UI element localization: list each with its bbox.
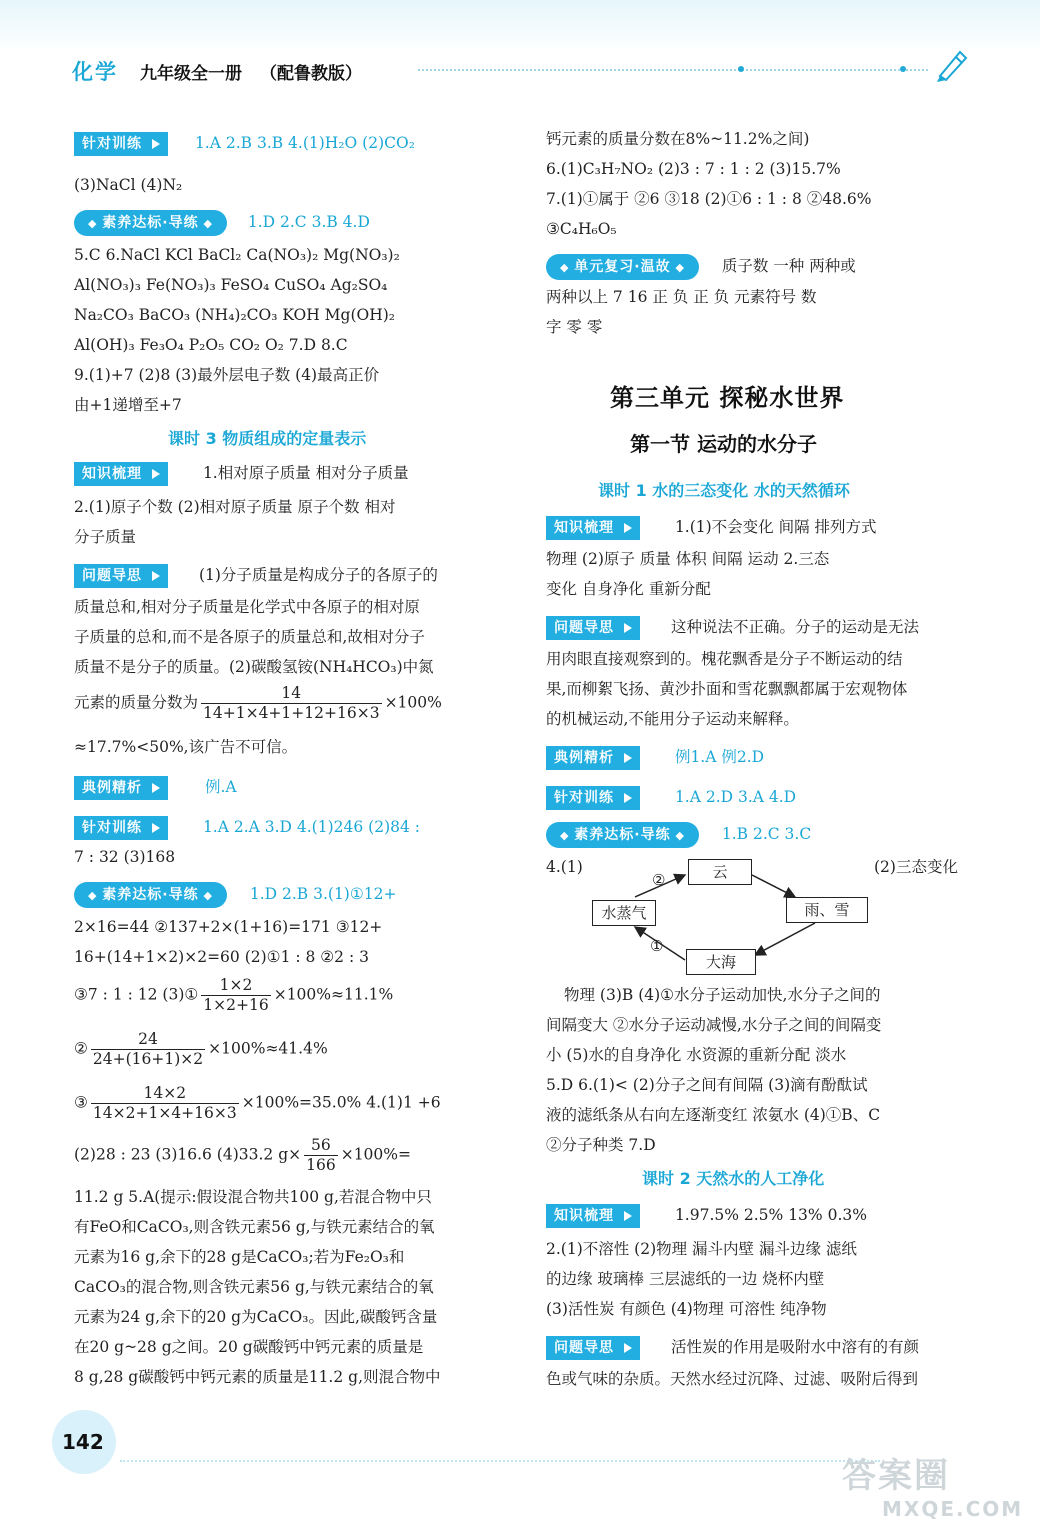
lesson-1-title: 课时 1 水的三态变化 水的天然循环 <box>598 481 850 500</box>
answer-line: 质量总和,相对分子质量是化学式中各原子的相对原 <box>74 598 420 616</box>
answer-line: ②分子种类 7.D <box>546 1136 656 1154</box>
answer-line: 物理 (2)原子 质量 体积 间隔 运动 2.三态 <box>546 550 830 568</box>
answer-line: 元素为16 g,余下的28 g是CaCO₃;若为Fe₂O₃和 <box>74 1248 405 1266</box>
tag-question: 问题导思 <box>546 1336 640 1360</box>
answer-line: 液的滤纸条从右向左逐渐变红 浓氨水 (4)①B、C <box>546 1106 881 1124</box>
answer-line: 果,而柳絮飞扬、黄沙扑面和雪花飘飘都属于宏观物体 <box>546 680 908 698</box>
tag-example: 典例精析 <box>74 776 168 800</box>
tag-question: 问题导思 <box>546 616 640 640</box>
answer-line: (3)活性炭 有颜色 (4)物理 可溶性 纯净物 <box>546 1300 827 1318</box>
tag-literacy: ◆ 素养达标·导练 ◆ <box>74 210 227 236</box>
fraction: $\frac{56}{166}$ <box>306 1136 336 1174</box>
answer-line: 两种以上 7 16 正 负 正 负 元素符号 数 <box>546 288 817 306</box>
formula-line: ③7 : 1 : 12 (3)① $\frac{1\times 2}{1\times 2+16}$ ×100%≈11.1% <box>74 976 394 1014</box>
footer-dotted-line <box>120 1460 880 1462</box>
answer-line: 小 (5)水的自身净化 水资源的重新分配 淡水 <box>546 1046 847 1064</box>
tag-review: ◆ 单元复习·温故 ◆ <box>546 254 699 280</box>
answer-line: 这种说法不正确。分子的运动是无法 <box>670 618 919 636</box>
knowledge-2 <box>546 516 877 540</box>
answer-line: 字 零 零 <box>546 318 603 336</box>
unit-title: 第三单元 探秘水世界 <box>610 384 845 412</box>
tag-knowledge: 知识梳理 <box>546 516 640 540</box>
answer-line: 7 : 32 (3)168 <box>74 848 176 866</box>
literacy-3 <box>546 822 811 848</box>
answer-line: 色或气味的杂质。天然水经过沉降、过滤、吸附后得到 <box>546 1370 919 1388</box>
section-title: 第一节 运动的水分子 <box>630 432 817 456</box>
cloud-box: 云 <box>688 859 752 885</box>
answer-line: 1.B 2.C 3.C <box>721 825 812 843</box>
step-2-label: ② <box>652 871 666 889</box>
answer-line: 例1.A 例2.D <box>674 748 765 766</box>
answer-line: (1)分子质量是构成分子的各原子的 <box>198 566 438 584</box>
question-3 <box>546 1336 919 1360</box>
tag-example: 典例精析 <box>546 746 640 770</box>
unit-review <box>546 254 856 280</box>
answer-line: 1.A 2.D 3.A 4.D <box>674 788 797 806</box>
targeted-training-3 <box>546 786 796 810</box>
answer-line: 变化 自身净化 重新分配 <box>546 580 711 598</box>
header-dotted-line <box>418 69 928 71</box>
answer-line: 物理 (3)B (4)①水分子运动加快,水分子之间的 <box>564 986 881 1004</box>
tag-knowledge: 知识梳理 <box>546 1204 640 1228</box>
answer-line: 在20 g~28 g之间。20 g碳酸钙中钙元素的质量是 <box>74 1338 424 1356</box>
header-dot <box>738 66 744 72</box>
answer-line: (2)三态变化 <box>874 858 958 876</box>
answer-line: 分子质量 <box>74 528 137 546</box>
tag-knowledge: 知识梳理 <box>74 462 168 486</box>
sea-box: 大海 <box>686 949 756 975</box>
top-band <box>0 0 1040 52</box>
answer-line: Al(OH)₃ Fe₃O₄ P₂O₅ CO₂ O₂ 7.D 8.C <box>74 336 348 354</box>
answer-line: 1.A 2.B 3.B 4.(1)H₂O (2)CO₂ <box>194 134 415 152</box>
tag-targeted: 针对训练 <box>546 786 640 810</box>
answer-line: 质子数 一种 两种或 <box>721 257 856 275</box>
answer-line: 4.(1) <box>546 858 583 876</box>
answer-line: ③C₄H₆O₅ <box>546 220 617 238</box>
targeted-training-1 <box>74 132 415 156</box>
page-number: 142 <box>62 1430 104 1454</box>
answer-line: 的机械运动,不能用分子运动来解释。 <box>546 710 799 728</box>
answer-line: 1.(1)不会变化 间隔 排列方式 <box>674 518 877 536</box>
answer-line: 用肉眼直接观察到的。槐花飘香是分子不断运动的结 <box>546 650 903 668</box>
example-1 <box>74 776 237 800</box>
vapor-box: 水蒸气 <box>592 900 656 926</box>
formula-line: ② $\frac{24}{24+(16+1)\times 2}$ ×100%≈41.4% <box>74 1030 328 1068</box>
page-header <box>72 56 362 86</box>
answer-line: 钙元素的质量分数在8%~11.2%之间) <box>546 130 810 148</box>
question-2 <box>546 616 919 640</box>
answer-line: 元素为24 g,余下的20 g为CaCO₃。因此,碳酸钙含量 <box>74 1308 438 1326</box>
answer-line: 2.(1)不溶性 (2)物理 漏斗内壁 漏斗边缘 滤纸 <box>546 1240 857 1258</box>
tag-literacy: ◆ 素养达标·导练 ◆ <box>546 822 699 848</box>
tag-question: 问题导思 <box>74 564 168 588</box>
answer-line: ≈17.7%<50%,该广告不可信。 <box>74 738 298 756</box>
grade-label: 九年级全一册 <box>140 63 242 84</box>
lesson-2-title: 课时 2 天然水的人工净化 <box>642 1169 825 1188</box>
rain-snow-box: 雨、雪 <box>786 897 868 923</box>
answer-line: 子质量的总和,而不是各原子的质量总和,故相对分子 <box>74 628 425 646</box>
answer-line: 2.(1)原子个数 (2)相对原子质量 原子个数 相对 <box>74 498 396 516</box>
answer-line: 5.C 6.NaCl KCl BaCl₂ Ca(NO₃)₂ Mg(NO₃)₂ <box>74 246 400 264</box>
answer-line: 1.97.5% 2.5% 13% 0.3% <box>674 1206 867 1224</box>
answer-line: 5.D 6.(1)< (2)分子之间有间隔 (3)滴有酚酞试 <box>546 1076 868 1094</box>
answer-line: 2×16=44 ②137+2×(1+16)=171 ③12+ <box>74 918 383 936</box>
fraction: $\frac{14\times 2}{14\times 2+1\times 4+16\times 3}$ <box>92 1084 237 1122</box>
step-1-label: ① <box>650 937 664 955</box>
answer-line: 7.(1)①属于 ②6 ③18 (2)①6 : 1 : 8 ②48.6% <box>546 190 872 208</box>
answer-line: 1.A 2.A 3.D 4.(1)246 (2)84 : <box>202 818 420 836</box>
question-1 <box>74 564 438 588</box>
answer-line: 8 g,28 g碳酸钙中钙元素的质量是11.2 g,则混合物中 <box>74 1368 441 1386</box>
literacy-2 <box>74 882 396 908</box>
knowledge-3 <box>546 1204 867 1228</box>
answer-line: 6.(1)C₃H₇NO₂ (2)3 : 7 : 1 : 2 (3)15.7% <box>546 160 841 178</box>
answer-line: 质量不是分子的质量。(2)碳酸氢铵(NH₄HCO₃)中氮 <box>74 658 434 676</box>
answer-line: 的边缘 玻璃棒 三层滤纸的一边 烧杯内壁 <box>546 1270 825 1288</box>
answer-line: 有FeO和CaCO₃,则含铁元素56 g,与铁元素结合的氧 <box>74 1218 435 1236</box>
answer-line: 活性炭的作用是吸附水中溶有的有颜 <box>670 1338 919 1356</box>
answer-line: 1.D 2.C 3.B 4.D <box>247 213 370 231</box>
subject-title: 化学 <box>72 60 118 84</box>
answer-line: CaCO₃的混合物,则含铁元素56 g,与铁元素结合的氧 <box>74 1278 434 1296</box>
edition-label: （配鲁教版） <box>260 63 362 84</box>
watermark-logo: 答案圈 MXQE.COM <box>842 1456 1024 1521</box>
answer-line: 例.A <box>204 778 237 796</box>
answer-line: 11.2 g 5.A(提示:假设混合物共100 g,若混合物中只 <box>74 1188 432 1206</box>
pen-icon <box>932 44 972 84</box>
targeted-training-2 <box>74 816 420 840</box>
answer-line: 由+1递增至+7 <box>74 396 182 414</box>
formula-line: ③ $\frac{14\times 2}{14\times 2+1\times 4+16\times 3}$ ×100%=35.0% 4.(1)1 +6 <box>74 1084 441 1122</box>
formula-line: (2)28 : 23 (3)16.6 (4)33.2 g× $\frac{56}{166}$ ×100%= <box>74 1136 411 1174</box>
header-dot <box>900 66 906 72</box>
fraction: $\frac{1\times 2}{1\times 2+16}$ <box>203 976 269 1014</box>
formula-line: 元素的质量分数为 $\frac{14}{14+1\times 4+1+12+16\times 3}$ ×100% <box>74 684 442 722</box>
answer-line: Na₂CO₃ BaCO₃ (NH₄)₂CO₃ KOH Mg(OH)₂ <box>74 306 396 324</box>
literacy-1 <box>74 210 370 236</box>
answer-line: 1.相对原子质量 相对分子质量 <box>202 464 409 482</box>
answer-line: 1.D 2.B 3.(1)①12+ <box>249 885 397 903</box>
answer-line: 间隔变大 ②水分子运动减慢,水分子之间的间隔变 <box>546 1016 882 1034</box>
fraction: $\frac{14}{14+1\times 4+1+12+16\times 3}$ <box>203 684 380 722</box>
answer-line: 9.(1)+7 (2)8 (3)最外层电子数 (4)最高正价 <box>74 366 380 384</box>
lesson-3-title: 课时 3 物质组成的定量表示 <box>168 429 367 448</box>
answer-line: Al(NO₃)₃ Fe(NO₃)₃ FeSO₄ CuSO₄ Ag₂SO₄ <box>74 276 388 294</box>
tag-targeted: 针对训练 <box>74 816 168 840</box>
answer-line: 16+(14+1×2)×2=60 (2)①1 : 8 ②2 : 3 <box>74 948 369 966</box>
fraction: $\frac{24}{24+(16+1)\times 2}$ <box>92 1030 204 1068</box>
tag-targeted: 针对训练 <box>74 132 168 156</box>
answer-line: (3)NaCl (4)N₂ <box>74 176 183 194</box>
knowledge-1 <box>74 462 409 486</box>
tag-literacy: ◆ 素养达标·导练 ◆ <box>74 882 227 908</box>
water-cycle-diagram <box>590 855 880 980</box>
example-2 <box>546 746 764 770</box>
